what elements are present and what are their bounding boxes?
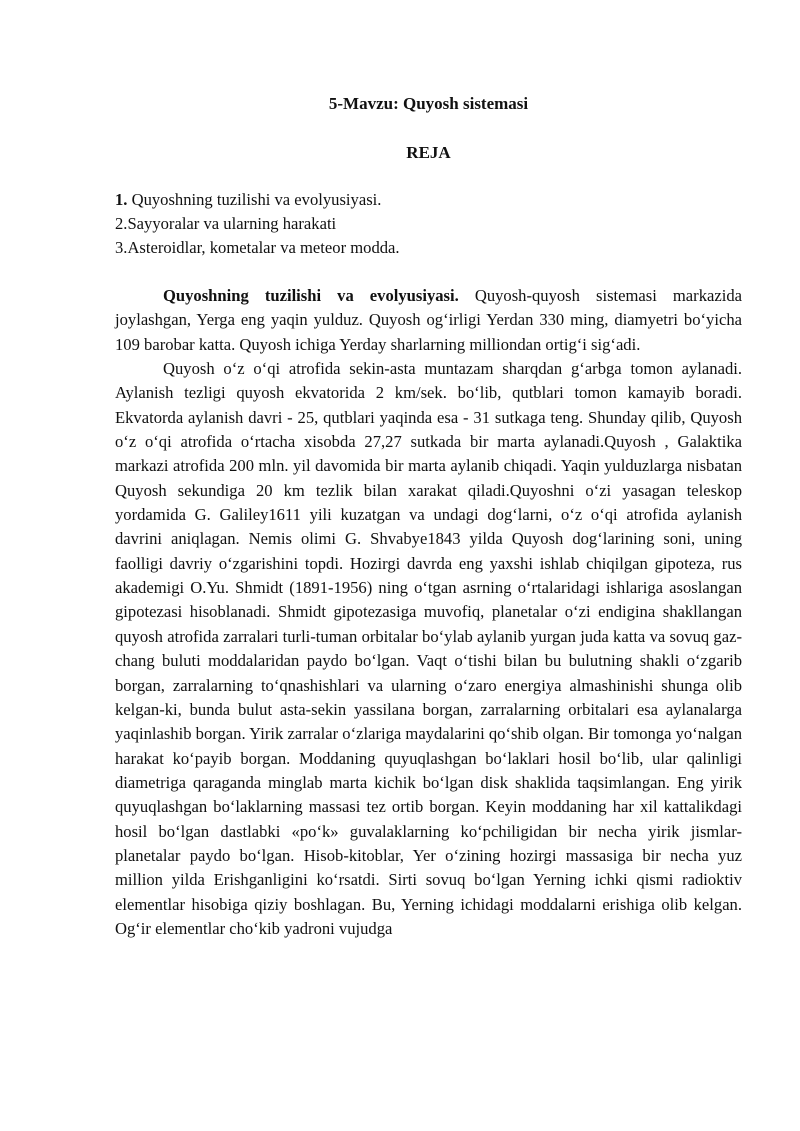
paragraph-text: Quyosh o‘z o‘qi atrofida sekin-asta muntazam sharqdan g‘arbga tomon aylanadi. Aylanish tezligi quyosh ekvatorida 2 km/sek. bo‘lib, qutblari tomon kamayib boradi. Ekvatorda aylanish davri - 25, qutblari yaqinda esa - 31 sutkaga teng. Shunday qilib, Quyosh o‘z o‘qi atrofida o‘rtacha xisobda 27,27 sutkada bir marta aylanadi.Quyosh , Galaktika markazi atrofida 200 mln. yil davomida bir marta aylanib chiqadi. Yaqin yulduzlarga nisbatan Quyosh sekundiga 20 km tezlik bilan xarakat qiladi.Quyoshni o‘zi yasagan teleskop yordamida G. Galiley1611 yili kuzatgan va undagi dog‘larni, o‘z o‘qi atrofida aylanish davrini aniqlagan. Nemis olimi G. Shvabye1843 yilda Quyosh dog‘larining soni, uning faolligi davriy o‘zgarishini topdi. Hozirgi davrda eng yaxshi ishlab chiqilgan gipoteza, rus akademigi O.Yu. Shmidt (1891-1956) ning o‘tgan asrning o‘rtalaridagi ishlariga asoslangan gipotezasi hisoblanadi. Shmidt gipotezasiga muvofiq, planetalar o‘zi endigina shakllangan quyosh atrofida zarralari turli-tuman orbitalar bo‘ylab aylanib yurgan juda katta va sovuq gaz-chang buluti moddalaridan paydo bo‘lgan. Vaqt o‘tishi bilan bu bulutning shakli o‘zgarib borgan, zarralarning to‘qnashishlari va ularning o‘zaro energiya almashinishi shunga olib kelgan-ki, bunda bulut asta-sekin yassilana borgan, zarralarning orbitalari esa aylanalarga yaqinlashib borgan. Yirik zarralar o‘zlariga maydalarini qo‘shib olgan. Bir tomonga yo‘nalgan harakat ko‘payib borgan. Moddaning quyuqlashgan bo‘laklari hosil bo‘lib, ular qalinligi diametriga qaraganda minglab marta kichik bo‘lgan disk shaklida taqsimlangan. Eng yirik quyuqlashgan bo‘laklarning massasi tez ortib borgan. Keyin moddaning har xil kattalikdagi hosil bo‘lgan dastlabki «po‘k» guvalaklarning ko‘pchiligidan bir necha yirik jismlar-planetalar paydo bo‘lgan. Hisob-kitoblar, Yer o‘zining hozirgi massasiga bir necha yuz million yilda Erishganligini ko‘rsatdi. Sirti sovuq bo‘lgan Yerning ichki qismi radioktiv elementlar hisobiga qiziy boshlagan. Bu, Yerning ichidagi moddalarni erishiga olib kelgan. Og‘ir elementlar cho‘kib yadroni vujudga [115, 359, 742, 938]
section-heading-inline: Quyoshning tuzilishi va evolyusiyasi. [163, 286, 459, 305]
paragraph [115, 357, 742, 941]
plan-item-number: 1. [115, 190, 128, 209]
document-title: 5-Mavzu: Quyosh sistemasi [328, 94, 529, 113]
paragraph-text: Quyosh-quyosh sistemasi markazida joylashgan, Yerga eng yaqin yulduz. Quyosh og‘irligi Yerdan 330 ming, diamyetri bo‘yicha 109 barobar katta. Quyosh ichiga Yerday sharlarning milliondan ortig‘i sig‘adi. [115, 286, 742, 354]
body-text [115, 284, 742, 941]
plan-item-text: 2.Sayyoralar va ularning harakati [115, 214, 337, 233]
plan-heading: REJA [406, 143, 451, 162]
plan-item-text: 3.Asteroidlar, kometalar va meteor modda. [115, 238, 400, 257]
plan-item-text: Quyoshning tuzilishi va evolyusiyasi. [127, 190, 382, 209]
plan-item [115, 188, 742, 212]
paragraph [115, 284, 742, 357]
plan-list [115, 188, 742, 260]
plan-item [115, 212, 742, 236]
document-page [115, 92, 742, 941]
plan-item [115, 236, 742, 260]
